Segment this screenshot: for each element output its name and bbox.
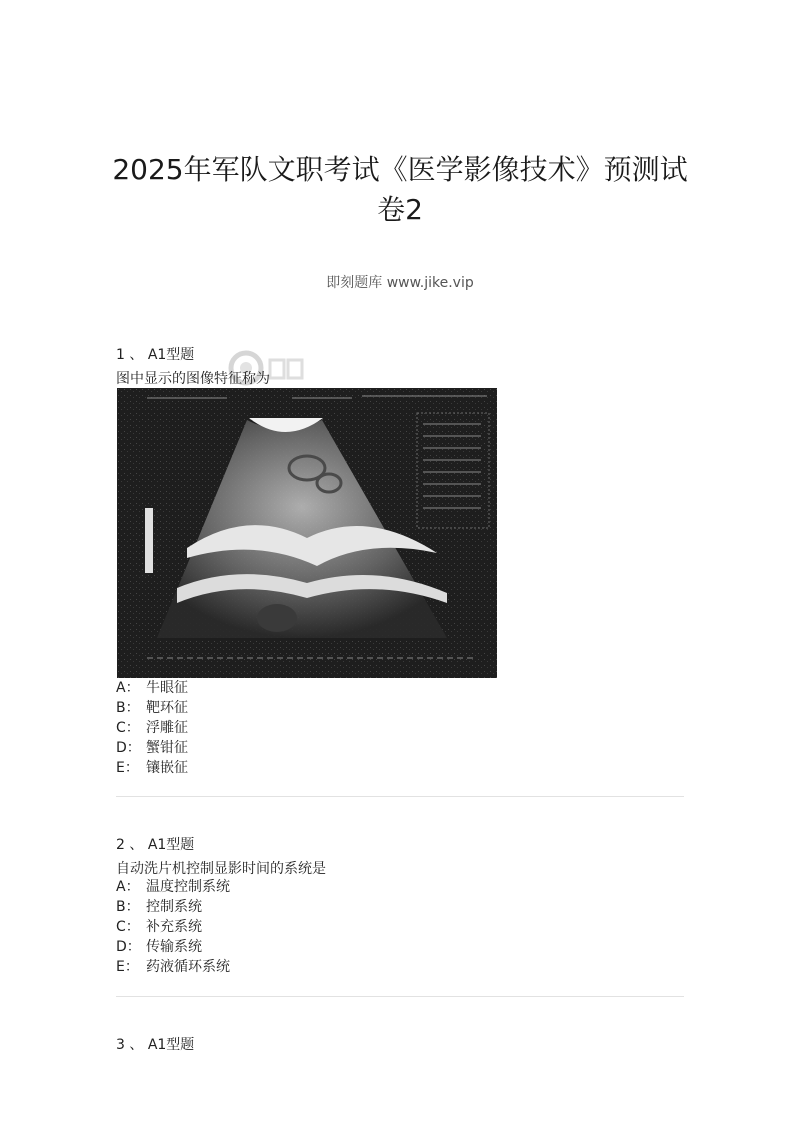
option-c[interactable]: C： 补充系统 <box>116 919 202 935</box>
question-number: 1 、 <box>116 347 144 363</box>
option-a[interactable]: A： 牛眼征 <box>116 680 188 696</box>
option-e[interactable]: E： 镶嵌征 <box>116 760 188 776</box>
option-b[interactable]: B： 控制系统 <box>116 899 202 915</box>
question-1-stem: 图中显示的图像特征称为 <box>116 371 270 387</box>
document-title: 2025年军队文职考试《医学影像技术》预测试卷2 <box>112 153 688 226</box>
question-type: A1型题 <box>147 837 195 853</box>
question-3-header <box>116 1034 194 1054</box>
question-divider <box>116 996 684 997</box>
question-type: A1型题 <box>147 347 195 363</box>
option-d[interactable]: D： 蟹钳征 <box>116 740 188 756</box>
option-d[interactable]: D： 传输系统 <box>116 939 202 955</box>
source-line[interactable]: 即刻题库 www.jike.vip <box>326 275 474 291</box>
question-2-options <box>116 877 230 977</box>
question-2-stem: 自动洗片机控制显影时间的系统是 <box>116 861 326 877</box>
question-number: 2 、 <box>116 837 144 853</box>
option-a[interactable]: A： 温度控制系统 <box>116 879 230 895</box>
question-1-options <box>116 678 188 778</box>
question-1-header <box>116 344 194 364</box>
option-b[interactable]: B： 靶环征 <box>116 700 188 716</box>
option-e[interactable]: E： 药液循环系统 <box>116 959 230 975</box>
option-c[interactable]: C： 浮雕征 <box>116 720 188 736</box>
ultrasound-image <box>117 388 497 678</box>
question-type: A1型题 <box>147 1037 195 1053</box>
question-number: 3 、 <box>116 1037 144 1053</box>
question-divider <box>116 796 684 797</box>
question-2-header <box>116 834 194 854</box>
